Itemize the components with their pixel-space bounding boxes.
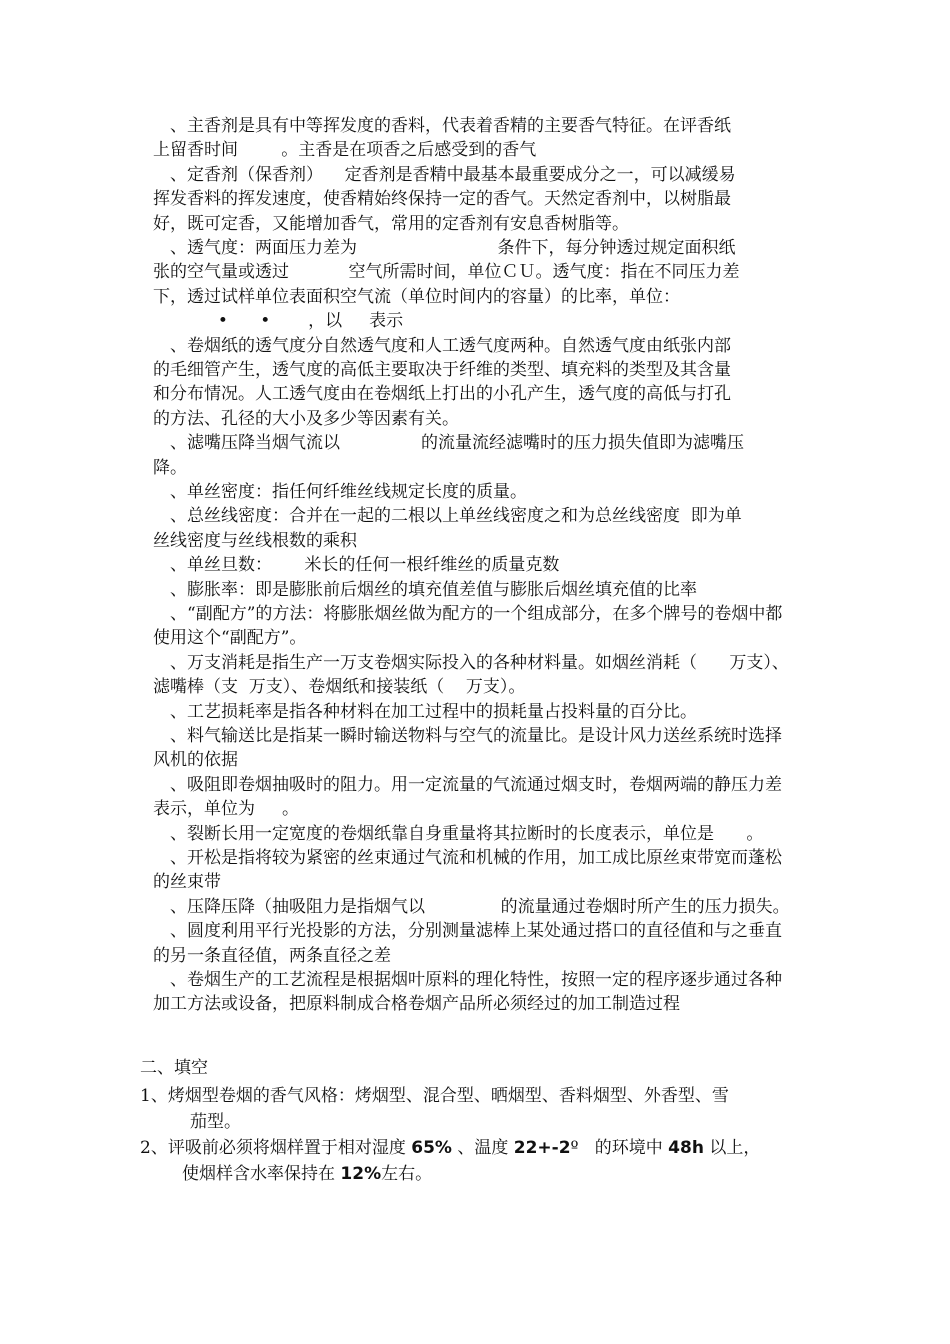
- q2-humidity: 65%: [411, 1138, 452, 1158]
- definition-first-line: 、定香剂（保香剂） 定香剂是香精中最基本最重要成分之一，可以减缓易: [170, 165, 736, 185]
- definition-first-line: 、裂断长用一定宽度的卷烟纸靠自身重量将其拉断时的长度表示，单位是 。: [170, 824, 764, 844]
- definition-line: 的方法、孔径的大小及多少等因素有关。: [153, 409, 459, 429]
- definition-line: 使用这个“副配方”。: [153, 628, 307, 648]
- q2-degree: º: [570, 1138, 579, 1158]
- definition-first-line: 、膨胀率：即是膨胀前后烟丝的填充值差值与膨胀后烟丝填充值的比率: [170, 580, 697, 600]
- definition-line: 的丝束带: [153, 872, 221, 892]
- definition-first-line: 、透气度：两面压力差为 条件下，每分钟透过规定面积纸: [170, 238, 736, 258]
- definition-first-line: 、单丝密度：指任何纤维丝线规定长度的质量。: [170, 482, 527, 502]
- definition-first-line: 、料气输送比是指某一瞬时输送物料与空气的流量比。是设计风力送丝系统时选择: [170, 726, 782, 746]
- definition-first-line: 、卷烟纸的透气度分自然透气度和人工透气度两种。自然透气度由纸张内部: [170, 336, 731, 356]
- definition-first-line: 、吸阻即卷烟抽吸时的阻力。用一定流量的气流通过烟支时，卷烟两端的静压力差: [170, 775, 782, 795]
- q2-text: 、温度: [451, 1138, 514, 1158]
- q2-text: 以上，: [703, 1138, 761, 1158]
- definition-first-line: 、压降压降（抽吸阻力是指烟气以 的流量通过卷烟时所产生的压力损失。: [170, 897, 790, 917]
- definition-line: 张的空气量或透过 空气所需时间，单位ＣＵ。透气度：指在不同压力差: [153, 262, 740, 282]
- definition-line: 的毛细管产生，透气度的高低主要取决于纤维的类型、填充料的类型及其含量: [153, 360, 731, 380]
- definition-line: 好，既可定香，又能增加香气，常用的定香剂有安息香树脂等。: [153, 214, 629, 234]
- q2-text: 使烟样含水率保持在: [182, 1164, 341, 1184]
- definition-first-line: 、“副配方”的方法：将膨胀烟丝做为配方的一个组成部分，在多个牌号的卷烟中都: [170, 604, 783, 624]
- definition-first-line: 、主香剂是具有中等挥发度的香料，代表着香精的主要香气特征。在评香纸: [170, 116, 731, 136]
- section-title: 二、填空: [140, 1058, 208, 1078]
- q2-text: 2、评吸前必须将烟样置于相对湿度: [140, 1138, 412, 1158]
- definition-line: 下，透过试样单位表面积空气流（单位时间内的容量）的比率，单位：: [153, 287, 680, 307]
- definition-line: • • ，以 表示: [153, 311, 404, 331]
- definition-line: 表示，单位为 。: [153, 799, 300, 819]
- q2-moisture: 12%: [340, 1164, 382, 1184]
- definition-line: 风机的依据: [153, 750, 238, 770]
- definition-first-line: 、万支消耗是指生产一万支卷烟实际投入的各种材料量。如烟丝消耗（ 万支）、: [170, 653, 789, 673]
- definition-first-line: 、开松是指将较为紧密的丝束通过气流和机械的作用，加工成比原丝束带宽而蓬松: [170, 848, 782, 868]
- fill-q2-line1: [140, 1138, 760, 1158]
- definition-first-line: 、单丝旦数： 米长的任何一根纤维丝的质量克数: [170, 555, 560, 575]
- definition-first-line: 、圆度利用平行光投影的方法，分别测量滤棒上某处通过搭口的直径值和与之垂直: [170, 921, 782, 941]
- definition-line: 加工方法或设备，把原料制成合格卷烟产品所必须经过的加工制造过程: [153, 994, 680, 1014]
- definition-first-line: 、滤嘴压降当烟气流以 的流量流经滤嘴时的压力损失值即为滤嘴压: [170, 433, 745, 453]
- definition-first-line: 、工艺损耗率是指各种材料在加工过程中的损耗量占投料量的百分比。: [170, 702, 697, 722]
- fill-q1-line1: 1、烤烟型卷烟的香气风格：烤烟型、混合型、晒烟型、香料烟型、外香型、雪: [140, 1086, 729, 1106]
- definition-line: 和分布情况。人工透气度由在卷烟纸上打出的小孔产生，透气度的高低与打孔: [153, 384, 731, 404]
- definition-line: 的另一条直径值，两条直径之差: [153, 946, 391, 966]
- definition-first-line: 、卷烟生产的工艺流程是根据烟叶原料的理化特性，按照一定的程序逐步通过各种: [170, 970, 782, 990]
- definition-line: 滤嘴棒（支 万支）、卷烟纸和接装纸（ 万支）。: [153, 677, 526, 697]
- definition-line: 上留香时间 。主香是在项香之后感受到的香气: [153, 140, 537, 160]
- fill-q1-line2: 茄型。: [190, 1112, 241, 1132]
- q2-temperature: 22+-2: [513, 1138, 571, 1158]
- fill-q2-line2: [182, 1164, 432, 1184]
- definition-first-line: 、总丝线密度：合并在一起的二根以上单丝线密度之和为总丝线密度 即为单: [170, 506, 742, 526]
- q2-hours: 48h: [668, 1138, 704, 1158]
- definition-line: 挥发香料的挥发速度，使香精始终保持一定的香气。天然定香剂中，以树脂最: [153, 189, 731, 209]
- definition-line: 丝线密度与丝线根数的乘积: [153, 531, 357, 551]
- q2-text: 左右。: [381, 1164, 433, 1184]
- definition-line: 降。: [153, 458, 187, 478]
- q2-text: 的环境中: [578, 1138, 669, 1158]
